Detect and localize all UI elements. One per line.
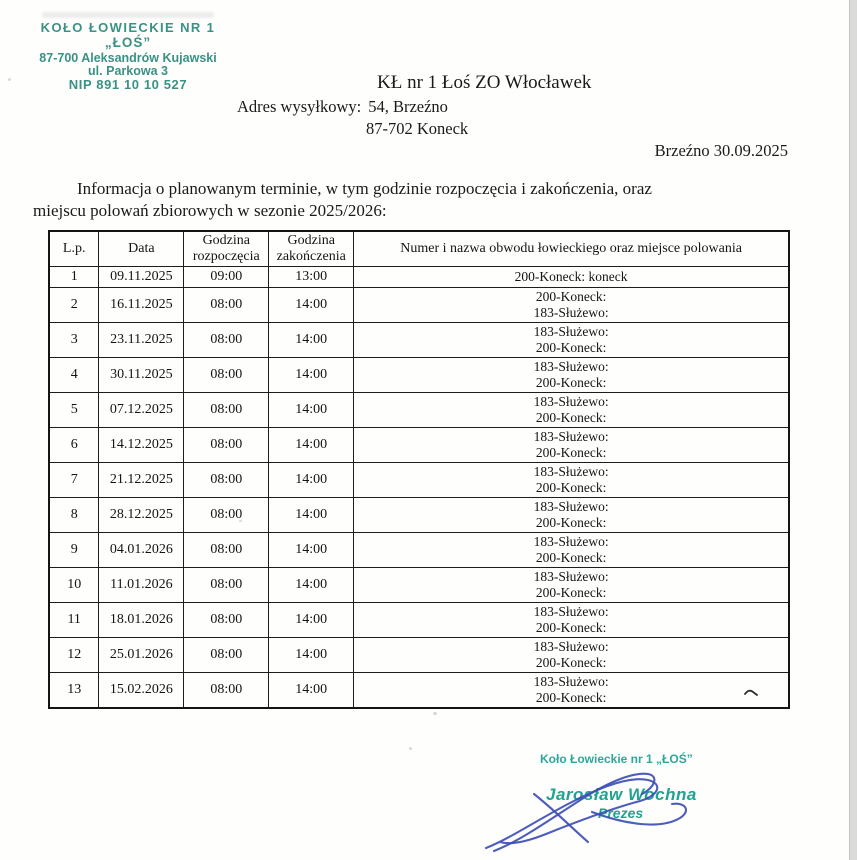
cell-start: 08:00 bbox=[184, 463, 269, 498]
cell-start: 08:00 bbox=[184, 498, 269, 533]
cell-start: 08:00 bbox=[184, 358, 269, 393]
place-line: 183-Służewo: bbox=[533, 674, 609, 689]
cell-lp: 11 bbox=[49, 603, 99, 638]
cell-date: 25.01.2026 bbox=[99, 638, 184, 673]
place-line: 200-Koneck: bbox=[535, 620, 607, 635]
handwritten-signature bbox=[472, 752, 712, 857]
table-header-row bbox=[49, 231, 789, 267]
cell-end: 14:00 bbox=[269, 288, 354, 323]
cell-end: 14:00 bbox=[269, 463, 354, 498]
place-line: 200-Koneck: bbox=[535, 375, 607, 390]
cell-end: 14:00 bbox=[269, 428, 354, 463]
cell-date: 21.12.2025 bbox=[99, 463, 184, 498]
cell-date: 16.11.2025 bbox=[99, 288, 184, 323]
shipping-address-line bbox=[237, 97, 448, 117]
col-header-lp: L.p. bbox=[49, 231, 99, 267]
table-row bbox=[49, 323, 789, 358]
place-line: 183-Służewo: bbox=[533, 324, 609, 339]
place-line: 200-Koneck: bbox=[535, 340, 607, 355]
cell-lp: 6 bbox=[49, 428, 99, 463]
signature-stamp-line: Koło Łowieckie nr 1 „ŁOŚ” bbox=[540, 752, 693, 766]
place-line: 183-Służewo: bbox=[533, 639, 609, 654]
place-line: 183-Służewo: bbox=[533, 429, 609, 444]
cell-date: 07.12.2025 bbox=[99, 393, 184, 428]
shipping-address-label: Adres wysyłkowy: bbox=[237, 97, 362, 116]
cell-start: 08:00 bbox=[184, 323, 269, 358]
cell-date: 23.11.2025 bbox=[99, 323, 184, 358]
table-row bbox=[49, 498, 789, 533]
cell-lp: 13 bbox=[49, 673, 99, 709]
cell-places bbox=[354, 358, 789, 393]
document-title: KŁ nr 1 Łoś ZO Włocławek bbox=[377, 72, 592, 93]
cell-places bbox=[354, 568, 789, 603]
cell-places bbox=[354, 267, 789, 288]
intro-paragraph bbox=[33, 178, 793, 222]
place-line: 183-Służewo: bbox=[533, 604, 609, 619]
signer-name: Jarosław Wochna bbox=[546, 785, 697, 804]
cell-places bbox=[354, 638, 789, 673]
cell-start: 08:00 bbox=[184, 288, 269, 323]
place-line: 183-Służewo: bbox=[533, 499, 609, 514]
signer-role: Prezes bbox=[598, 805, 644, 821]
place-line: 183-Służewo: bbox=[533, 464, 609, 479]
table-header bbox=[49, 231, 789, 267]
stamp-club-short-name: „ŁOŚ” bbox=[104, 35, 152, 50]
shipping-address-postal: 87-702 Koneck bbox=[366, 119, 469, 138]
cell-places bbox=[354, 393, 789, 428]
cell-date: 15.02.2026 bbox=[99, 673, 184, 709]
cell-date: 11.01.2026 bbox=[99, 568, 184, 603]
cell-lp: 4 bbox=[49, 358, 99, 393]
cell-date: 09.11.2025 bbox=[99, 267, 184, 288]
cell-places bbox=[354, 673, 789, 709]
cell-end: 14:00 bbox=[269, 358, 354, 393]
cell-lp: 9 bbox=[49, 533, 99, 568]
place-line: 200-Koneck: koneck bbox=[514, 269, 628, 284]
cell-start: 08:00 bbox=[184, 603, 269, 638]
col-header-date: Data bbox=[99, 231, 184, 267]
table-row bbox=[49, 393, 789, 428]
cell-date: 28.12.2025 bbox=[99, 498, 184, 533]
intro-line: miejscu polowań zbiorowych w sezonie 2025/2026: bbox=[33, 201, 387, 220]
hunting-schedule-table bbox=[48, 230, 790, 709]
place-line: 200-Koneck: bbox=[535, 445, 607, 460]
place-line: 200-Koneck: bbox=[535, 410, 607, 425]
table-row bbox=[49, 428, 789, 463]
cell-end: 14:00 bbox=[269, 323, 354, 358]
cell-date: 18.01.2026 bbox=[99, 603, 184, 638]
cell-start: 08:00 bbox=[184, 393, 269, 428]
cell-end: 14:00 bbox=[269, 673, 354, 709]
place-line: 200-Koneck: bbox=[535, 655, 607, 670]
table-row bbox=[49, 358, 789, 393]
col-header-place: Numer i nazwa obwodu łowieckiego oraz miejsce polowania bbox=[354, 231, 789, 267]
place-line: 183-Służewo: bbox=[533, 359, 609, 374]
place-line: 200-Koneck: bbox=[535, 289, 607, 304]
place-line: 183-Służewo: bbox=[533, 569, 609, 584]
cell-lp: 2 bbox=[49, 288, 99, 323]
table-row bbox=[49, 638, 789, 673]
intro-line: Informacja o planowanym terminie, w tym godzinie rozpoczęcia i zakończenia, oraz bbox=[77, 179, 652, 198]
cell-places bbox=[354, 288, 789, 323]
place-line: 200-Koneck: bbox=[535, 690, 607, 705]
table-row bbox=[49, 288, 789, 323]
cell-end: 14:00 bbox=[269, 498, 354, 533]
place-line: 200-Koneck: bbox=[535, 585, 607, 600]
place-line: 183-Służewo: bbox=[533, 394, 609, 409]
cell-lp: 12 bbox=[49, 638, 99, 673]
scan-speck bbox=[409, 747, 412, 750]
cell-places bbox=[354, 463, 789, 498]
cell-end: 14:00 bbox=[269, 603, 354, 638]
cell-lp: 1 bbox=[49, 267, 99, 288]
cell-date: 04.01.2026 bbox=[99, 533, 184, 568]
place-line: 183-Służewo: bbox=[533, 305, 609, 320]
scan-artifact bbox=[42, 12, 214, 18]
cell-start: 09:00 bbox=[184, 267, 269, 288]
table-row bbox=[49, 463, 789, 498]
table-row bbox=[49, 267, 789, 288]
scan-edge-shadow bbox=[849, 0, 857, 860]
place-line: 183-Służewo: bbox=[533, 534, 609, 549]
cell-places bbox=[354, 533, 789, 568]
cell-end: 13:00 bbox=[269, 267, 354, 288]
cell-places bbox=[354, 498, 789, 533]
cell-start: 08:00 bbox=[184, 638, 269, 673]
cell-end: 14:00 bbox=[269, 533, 354, 568]
stamp-address-city: 87-700 Aleksandrów Kujawski bbox=[39, 51, 217, 65]
cell-end: 14:00 bbox=[269, 638, 354, 673]
cell-date: 14.12.2025 bbox=[99, 428, 184, 463]
cell-start: 08:00 bbox=[184, 428, 269, 463]
stamp-address-street: ul. Parkowa 3 bbox=[88, 64, 168, 78]
cell-date: 30.11.2025 bbox=[99, 358, 184, 393]
cell-lp: 3 bbox=[49, 323, 99, 358]
cell-places bbox=[354, 603, 789, 638]
table-row bbox=[49, 673, 789, 709]
stamp-nip: NIP 891 10 10 527 bbox=[68, 77, 188, 92]
col-header-end: Godzina zakończenia bbox=[269, 231, 354, 267]
cell-end: 14:00 bbox=[269, 393, 354, 428]
pen-mark bbox=[744, 688, 760, 698]
table-row bbox=[49, 603, 789, 638]
cell-end: 14:00 bbox=[269, 568, 354, 603]
place-line: 200-Koneck: bbox=[535, 515, 607, 530]
scan-speck bbox=[433, 712, 437, 715]
place-and-date: Brzeźno 30.09.2025 bbox=[654, 141, 788, 160]
table-body bbox=[49, 267, 789, 709]
shipping-address-value: 54, Brzeźno bbox=[368, 97, 448, 116]
table-row bbox=[49, 533, 789, 568]
stamp-club-name: KOŁO ŁOWIECKIE NR 1 bbox=[40, 20, 216, 35]
place-line: 200-Koneck: bbox=[535, 550, 607, 565]
club-stamp bbox=[28, 20, 228, 92]
cell-places bbox=[354, 323, 789, 358]
cell-places bbox=[354, 428, 789, 463]
scan-speck bbox=[8, 78, 11, 81]
col-header-start: Godzina rozpoczęcia bbox=[184, 231, 269, 267]
cell-start: 08:00 bbox=[184, 568, 269, 603]
table-row bbox=[49, 568, 789, 603]
cell-lp: 5 bbox=[49, 393, 99, 428]
cell-start: 08:00 bbox=[184, 533, 269, 568]
cell-lp: 10 bbox=[49, 568, 99, 603]
place-line: 200-Koneck: bbox=[535, 480, 607, 495]
cell-start: 08:00 bbox=[184, 673, 269, 709]
cell-lp: 7 bbox=[49, 463, 99, 498]
cell-lp: 8 bbox=[49, 498, 99, 533]
